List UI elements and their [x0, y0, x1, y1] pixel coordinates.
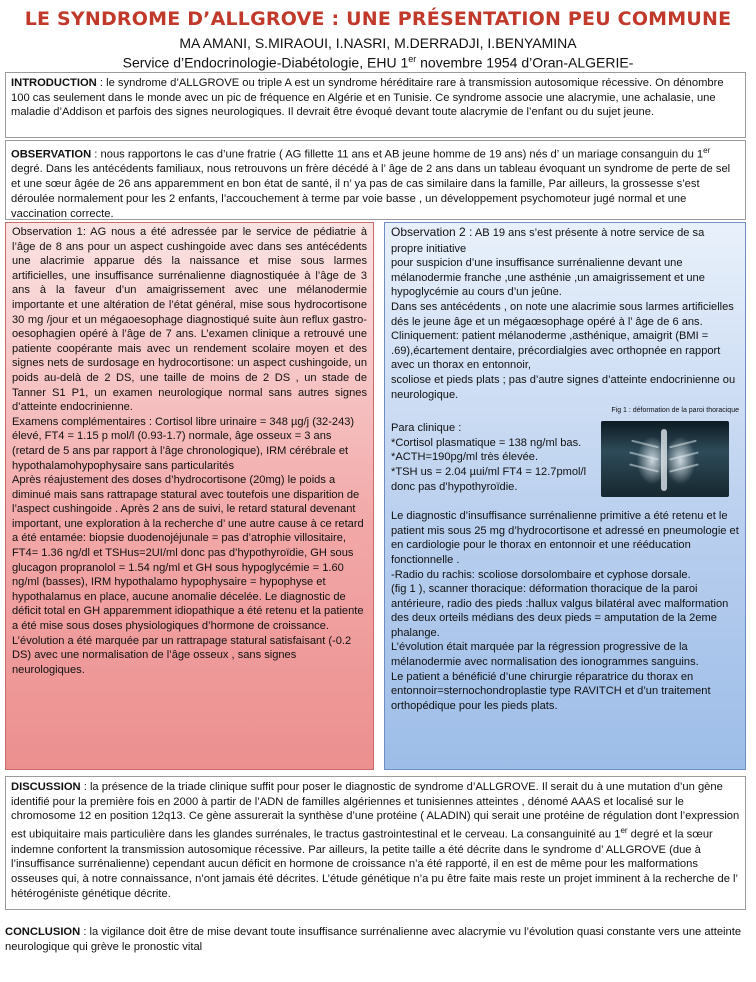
obs1-paragraph-4: FT4= 1.36 ng/dl et TSHus=2UI/ml donc pas d’hypothyroïdie, GH sous glucagon propranolol = 1.54 ng/ml et GH sous hypoglycémie = 1.60 ng/ml (basses), IRM hypothalamo hypophysaire = hypophyse et hypothalamus en place, aucune anomalie décelée. Le diagnostic de déficit total en GH apparemment idiopathique a été retenu et la patiente a été mise sous doses physiologiques d’hormone de croissance. L’évolution a été marquée par un rattrapage statural satisfaisant (-0.2 DS) avec une normalisation de l’âge osseux , sans signes neurologiques. [12, 547, 364, 676]
discussion-section [5, 776, 746, 910]
observation-label: OBSERVATION [11, 148, 92, 161]
author-names: MA AMANI, S.MIRAOUI, I.NASRI, M.DERRADJI, I.BENYAMINA [179, 35, 577, 51]
obs2-paragraph-5: Le diagnostic d’insuffisance surrénalienne primitive a été retenu et le patient mis sous 25 mg d’hydrocortisone et adressé en pneumologie et en cardiologie pour le thorax en entonnoir et une rééducation fonctionnelle . [391, 510, 739, 566]
xray-rib [669, 440, 697, 449]
obs1-paragraph-3: Après réajustement des doses d’hydrocortisone (20mg) le poids a diminué mais sans rattrapage statural avec toutefois une disparition de l’aspect cushingoide . Après 2 ans de suivi, le retard statural devenant important, une exploration à la recherche d’ une autre cause à ce retard a été entamée: biopsie duodenojéjunale = pas d’atrophie villositaire, [12, 474, 364, 545]
discussion-text: : la présence de la triade clinique suffit pour poser le diagnostic de syndrome d’ALLGROVE. Il serait du à une mutation d’un gène identifié pour la première fois en 2000 à partir de l’ADN de familles algériennes et tunisiennes atteintes , dénomé AAAS et localisé sur le chromosome 12 en position 12q13. Ce gène assurerait la synthèse d’une protéine ( ALADIN) qui serait une protéine de régulation dont l’expression est ubiquitaire mais particulière dans les glandes surrénales, le tractus gastrointestinal et le cerveau. La consanguinité au 1 [11, 781, 740, 841]
observation-1-panel [5, 222, 374, 770]
obs2-heading-text: AB 19 ans s’est présente à notre service de sa propre initiative [391, 227, 705, 255]
figure-caption: Fig 1 : déformation de la paroi thoracique [611, 407, 739, 415]
paraclinical-heading: Para clinique : [391, 422, 462, 435]
conclusion-label: CONCLUSION [5, 926, 81, 938]
obs2-paragraph-2: Dans ses antécédents , on note une alacrimie sous larmes artificielles dés le jeune âge et un mégaœsophage opéré à l’ âge de 6 ans. [391, 300, 734, 328]
obs2-paragraph-4: scoliose et pieds plats ; pas d’autre signes d’atteinte endocrinienne ou neurologique. [391, 373, 736, 401]
poster-title: LE SYNDROME D’ALLGROVE : UNE PRÉSENTATION PEU COMMUNE [24, 8, 732, 30]
xray-rib [669, 464, 699, 473]
obs2-paragraph-6: -Radio du rachis: scoliose dorsolombaire et cyphose dorsale. [391, 568, 691, 581]
acth-line: *ACTH=190pg/ml très élevée. [391, 451, 539, 464]
obs2-paragraph-7: (fig 1 ), scanner thoracique: déformation thoracique de la paroi antérieure, radio des pieds :hallux valgus bilatéral avec malformation des deux orteils médians des deux pieds = amputation de la 2eme phalange. [391, 583, 729, 639]
introduction-section [5, 72, 746, 138]
cortisol-line: *Cortisol plasmatique = 138 ng/ml bas. [391, 436, 582, 449]
paraclinical-block [391, 421, 739, 509]
discussion-label: DISCUSSION [11, 781, 81, 793]
observation-section [5, 140, 746, 220]
affiliation-sup: er [408, 54, 417, 64]
conclusion-text: : la vigilance doit être de mise devant toute insuffisance surrénalienne avec alacrymie vu l’évolution quasi constante vers une atteinte neurologique qui grève le pronostic vital [5, 926, 742, 953]
obs2-paragraph-8: L’évolution était marquée par la régression progressive de la mélanodermie avec normalisation des ionogrammes sanguins. [391, 641, 699, 669]
observation-sup: er [703, 146, 711, 155]
xray-rib [629, 452, 659, 461]
observation-2-panel [384, 222, 746, 770]
affiliation [0, 51, 756, 71]
xray-rib [629, 464, 659, 473]
observation-text: : nous rapportons le cas d’une fratrie ( AG fillette 11 ans et AB jeune homme de 19 ans) nés d’ un mariage consanguin du 1 [91, 148, 704, 161]
authors-block [0, 35, 756, 71]
observation-text-end: degré. Dans les antécédents familiaux, nous retrouvons un frère décédé à l’ âge de 2 ans dans un tableau évoquant un syndrome de perte de sel et une sœur âgée de 26 ans apparemment en bon état de santé, il n’ ya pas de cas similaire dans la famille, Par ailleurs, la grossesse s’est déroulée normalement pour les 2 enfants, l’accouchement à terme par voie basse , un développement psychomoteur jugé normal et une vaccination correcte. [11, 163, 731, 220]
affiliation-text-end: novembre 1954 d’Oran-ALGERIE- [416, 54, 634, 71]
chest-xray-image [601, 421, 729, 497]
obs1-paragraph-1: Observation 1: AG nous a été adressée par le service de pédiatrie à l’âge de 8 ans pour un aspect cushingoide avec dans ses antécédents une alacrimie apparue dés la naissance et mise sous larmes artificielles, une insuffisance surrénalienne diagnostiquée à l’âge de 3 ans à la faveur d’un amaigrissement avec une mélanodermie importante et une altération de l’état général, mise sous hydrocortisone 30 mg /jour et un mégaoesophage diagnostiqué suite àun reflux gastro-oesophagien opéré à l’âge de 7 ans. L’examen clinique a retrouvé une patiente coopérante mais avec un rendement scolaire moyen et des signes nets de surdosage en hydrocortisone: un aspect cushingoide, un poids au-delà de 2 DS, une taille de moins de 2 DS , un stade de Tanner S1 P1, un examen neurologique normal sans autres signes d’atteinte endocrinienne. [12, 226, 367, 414]
discussion-text-end: degré et la sœur indemne confortent la transmission autosomique récessive. Par ailleurs, la petite taille a été décrite dans le syndrome d’ ALLGROVE (due à l’insuffisance surrénalienne) cependant aucun déficit en hormone de croissance n’a été rapporté, il en est de même pour les malformations osseuses qui, à notre connaissance, n’ont jamais été décrites. L’étude génétique n’a pu être faite mais reste un projet imminent à la recherche de l’ hétérogéniste génétique décrite. [11, 828, 738, 900]
conclusion-section [0, 922, 750, 962]
obs2-paragraph-1: pour suspicion d’une insuffisance surrénalienne devant une mélanodermie franche ,une asthénie ,un amaigrissement et une hypoglycémie au cours d’un jeûne. [391, 257, 705, 299]
introduction-text: : le syndrome d’ALLGROVE ou triple A est un syndrome héréditaire rare à transmission autosomique récessive. On dénombre 100 cas seulement dans le monde avec un pic de fréquence en Algérie et en Tunisie. Ce syndrome associe une alacrymie, une achalasie, une maladie d’Addison et parfois des signes neurologiques. Il devrait être évoqué devant toute alacrymie de l’enfant ou du sujet jeune. [11, 77, 724, 119]
xray-spine [661, 429, 667, 491]
obs2-heading [391, 225, 739, 256]
obs2-paragraph-9: Le patient a bénéficié d’une chirurgie réparatrice du thorax en entonnoir=sternochondroplastie type RAVITCH et d’un traitement orthopédique pour les pieds plats. [391, 670, 711, 712]
discussion-sup: er [620, 826, 628, 836]
xray-rib [631, 440, 659, 449]
tsh-line: *TSH us = 2.04 µui/ml FT4 = 12.7pmol/l [391, 465, 587, 478]
affiliation-text: Service d’Endocrinologie-Diabétologie, EHU 1 [122, 54, 409, 71]
xray-rib [669, 452, 699, 461]
introduction-label: INTRODUCTION [11, 77, 97, 89]
thyroid-conclusion: donc pas d’hypothyroïdie. [391, 480, 518, 493]
obs2-heading-label: Observation 2 : [391, 225, 473, 239]
obs2-paragraph-3: Cliniquement: patient mélanoderme ,asthénique, amaigrit (BMI = .69),écartement dentaire, précordialgies avec orthopnée en rapport avec un thorax en entonnoir, [391, 330, 721, 372]
obs1-paragraph-2: Examens complémentaires : Cortisol libre urinaire = 348 µg/j (32-243) élevé, FT4 = 1.15 p mol/l (0.93-1.7) normale, âge osseux = 3 ans (retard de 5 ans par rapport à l’âge chronologique), IRM cérébrale et hypothalamohypophysaire sans particularités [12, 415, 355, 472]
